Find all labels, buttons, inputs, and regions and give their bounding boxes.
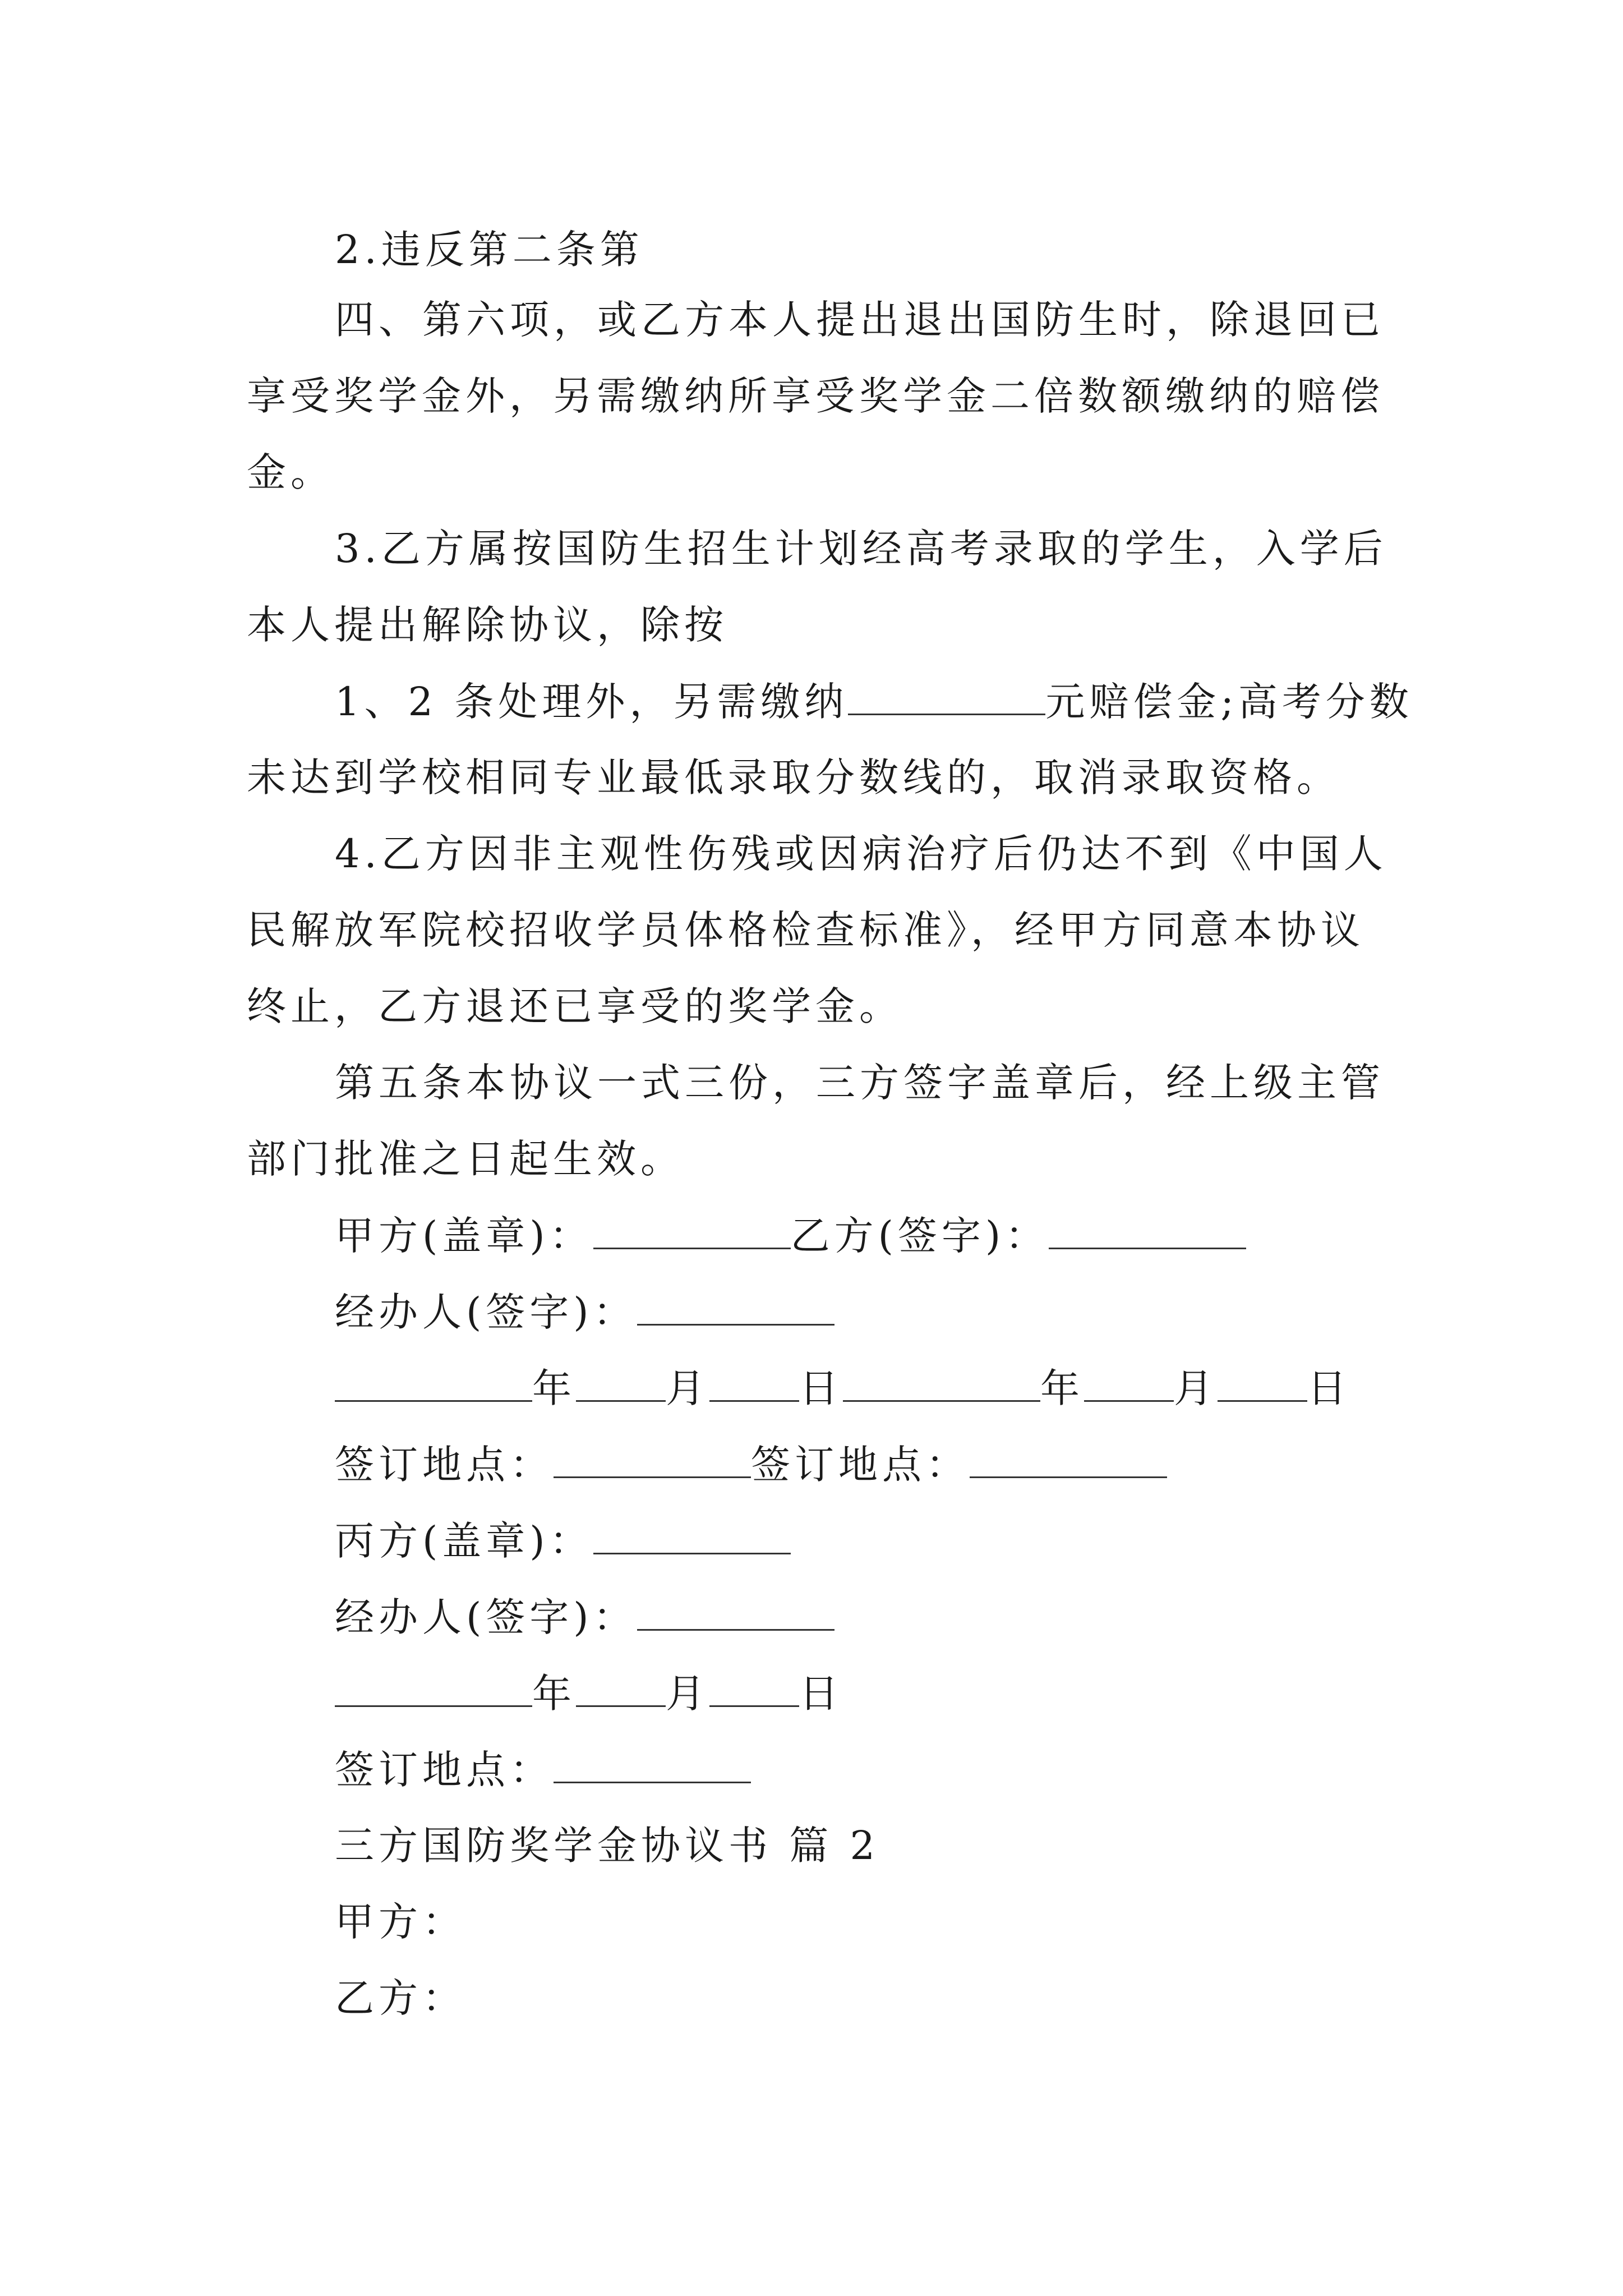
paragraph-line: 第五条本协议一式三份，三方签字盖章后，经上级主管 <box>335 1060 1385 1106</box>
year-label: 年 <box>532 1671 576 1717</box>
day-label: 日 <box>799 1365 843 1411</box>
year-blank <box>335 1665 532 1707</box>
year-label: 年 <box>1040 1365 1084 1411</box>
paragraph-line: 2.违反第二条第 <box>335 227 644 273</box>
date-line <box>335 1360 1623 1416</box>
year-blank <box>335 1360 532 1402</box>
year-label: 年 <box>532 1365 576 1411</box>
month-label: 月 <box>1174 1365 1218 1411</box>
signature-line <box>335 1207 1623 1264</box>
day-blank <box>709 1665 799 1707</box>
place-blank <box>554 1436 751 1478</box>
clause-line <box>335 673 1623 730</box>
place-line <box>335 1741 1623 1798</box>
month-label: 月 <box>666 1671 709 1717</box>
month-blank <box>1084 1360 1174 1402</box>
party-b-sign-label: 乙方(签字)： <box>790 1213 1049 1259</box>
signature-blank <box>1049 1207 1246 1249</box>
signature-blank <box>637 1283 834 1326</box>
clause-suffix: 元赔偿金;高考分数 <box>1045 679 1413 725</box>
clause-prefix: 1、2 条处理外，另需缴纳 <box>335 679 849 725</box>
signature-line <box>335 1589 1623 1645</box>
day-label: 日 <box>1307 1365 1351 1411</box>
paragraph-line: 未达到学校相同专业最低录取分数线的，取消录取资格。 <box>247 754 1340 800</box>
date-line <box>335 1665 1623 1722</box>
party-c-seal-label: 丙方(盖章)： <box>335 1518 593 1564</box>
paragraph-line: 部门批准之日起生效。 <box>247 1136 684 1182</box>
day-blank <box>709 1360 799 1402</box>
month-label: 月 <box>666 1365 709 1411</box>
section-title: 三方国防奖学金协议书 篇 2 <box>335 1823 880 1869</box>
paragraph-line: 本人提出解除协议，除按 <box>247 602 728 648</box>
signature-line <box>335 1283 1623 1340</box>
handler-sign-label: 经办人(签字)： <box>335 1289 637 1335</box>
month-blank <box>576 1360 666 1402</box>
paragraph-line: 享受奖学金外，另需缴纳所享受奖学金二倍数额缴纳的赔偿 <box>247 373 1384 419</box>
party-b-label: 乙方： <box>335 1975 466 2021</box>
day-label: 日 <box>799 1671 843 1717</box>
day-blank <box>1218 1360 1307 1402</box>
amount-blank <box>848 673 1045 715</box>
party-a-label: 甲方： <box>335 1899 466 1945</box>
paragraph-line: 金。 <box>247 449 334 495</box>
year-blank <box>843 1360 1040 1402</box>
sign-place-label: 签订地点： <box>751 1442 970 1488</box>
sign-place-label: 签订地点： <box>335 1442 554 1488</box>
signature-blank <box>593 1512 791 1554</box>
signature-blank <box>637 1589 834 1631</box>
paragraph-line: 终止，乙方退还已享受的奖学金。 <box>247 983 903 1029</box>
signature-line <box>335 1512 1623 1569</box>
month-blank <box>576 1665 666 1707</box>
signature-blank <box>593 1207 791 1249</box>
sign-place-label: 签订地点： <box>335 1747 554 1793</box>
place-blank <box>970 1436 1167 1478</box>
paragraph-line: 四、第六项，或乙方本人提出退出国防生时，除退回已 <box>335 297 1385 343</box>
place-blank <box>554 1741 751 1783</box>
paragraph-line: 4.乙方因非主观性伤残或因病治疗后仍达不到《中国人 <box>335 831 1387 877</box>
party-a-seal-label: 甲方(盖章)： <box>335 1213 593 1259</box>
paragraph-line: 3.乙方属按国防生招生计划经高考录取的学生，入学后 <box>335 526 1387 572</box>
paragraph-line: 民解放军院校招收学员体格检查标准》，经甲方同意本协议 <box>247 907 1364 953</box>
handler-sign-label: 经办人(签字)： <box>335 1594 637 1640</box>
place-line <box>335 1436 1623 1493</box>
